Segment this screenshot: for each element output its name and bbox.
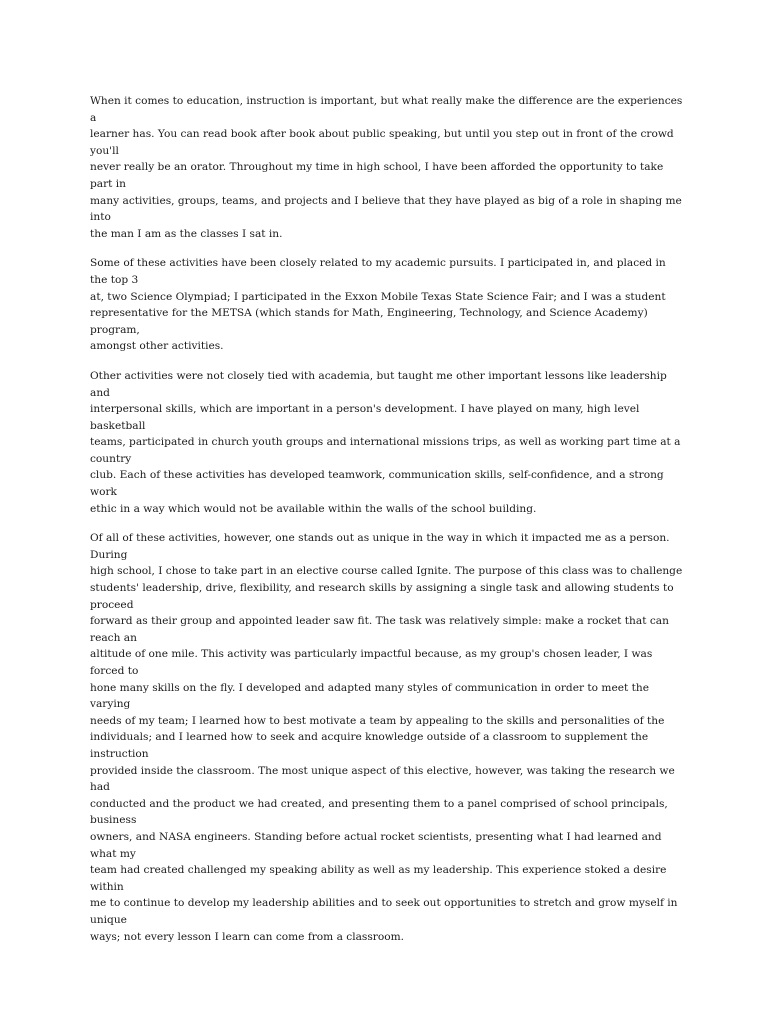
paragraph-4: Of all of these activities, however, one stands out as unique in the way in which it impacted me as a person. During high school, I chose to take part in an elective course called Ignite. The purpose of this class was to challenge students' leadership, drive, flexibility, and research skills by assigning a single task and allowing students to proceed forward as their group and appointed leader saw fit. The task was relatively simple: make a rocket that can reach an altitude of one mile. This activity was particularly impactful because, as my group's chosen leader, I was forced to hone many skills on the fly. I developed and adapted many styles of communication in order to meet the varying needs of my team; I learned how to best motivate a team by appealing to the skills and personalities of the individuals; and I learned how to seek and acquire knowledge outside of a classroom to supplement the instruction provided inside the classroom. The most unique aspect of this elective, however, was taking the research we had conducted and the product we had created, and presenting them to a panel comprised of school principals, business owners, and NASA engineers. Standing before actual rocket scientists, presenting what I had learned and what my team had created challenged my speaking ability as well as my leadership. This experience stoked a desire within me to continue to develop my leadership abilities and to seek out opportunities to stretch and grow myself in unique ways; not every lesson I learn can come from a classroom. xyxy=(90,532,683,943)
paragraph-3: Other activities were not closely tied with academia, but taught me other important lessons like leadership and interpersonal skills, which are important in a person's development. I have played on many, high level basketball teams, participated in church youth groups and international missions trips, as well as working part time at a country club. Each of these activities has developed teamwork, communication skills, self-confidence, and a strong work ethic in a way which would not be available within the walls of the school building. xyxy=(90,369,681,515)
essay-body xyxy=(90,93,686,958)
paragraph-1: When it comes to education, instruction is important, but what really make the difference are the experiences a learner has. You can read book after book about public speaking, but until you step out in front of the crowd you'll never really be an orator. Throughout my time in high school, I have been afforded the opportunity to take part in many activities, groups, teams, and projects and I believe that they have played as big of a role in shaping me into the man I am as the classes I sat in. xyxy=(90,95,683,240)
paragraph-2: Some of these activities have been closely related to my academic pursuits. I participated in, and placed in the top 3 at, two Science Olympiad; I participated in the Exxon Mobile Texas State Science Fair; and I was a student representative for the METSA (which stands for Math, Engineering, Technology, and Science Academy) program, amongst other activities. xyxy=(90,257,666,353)
